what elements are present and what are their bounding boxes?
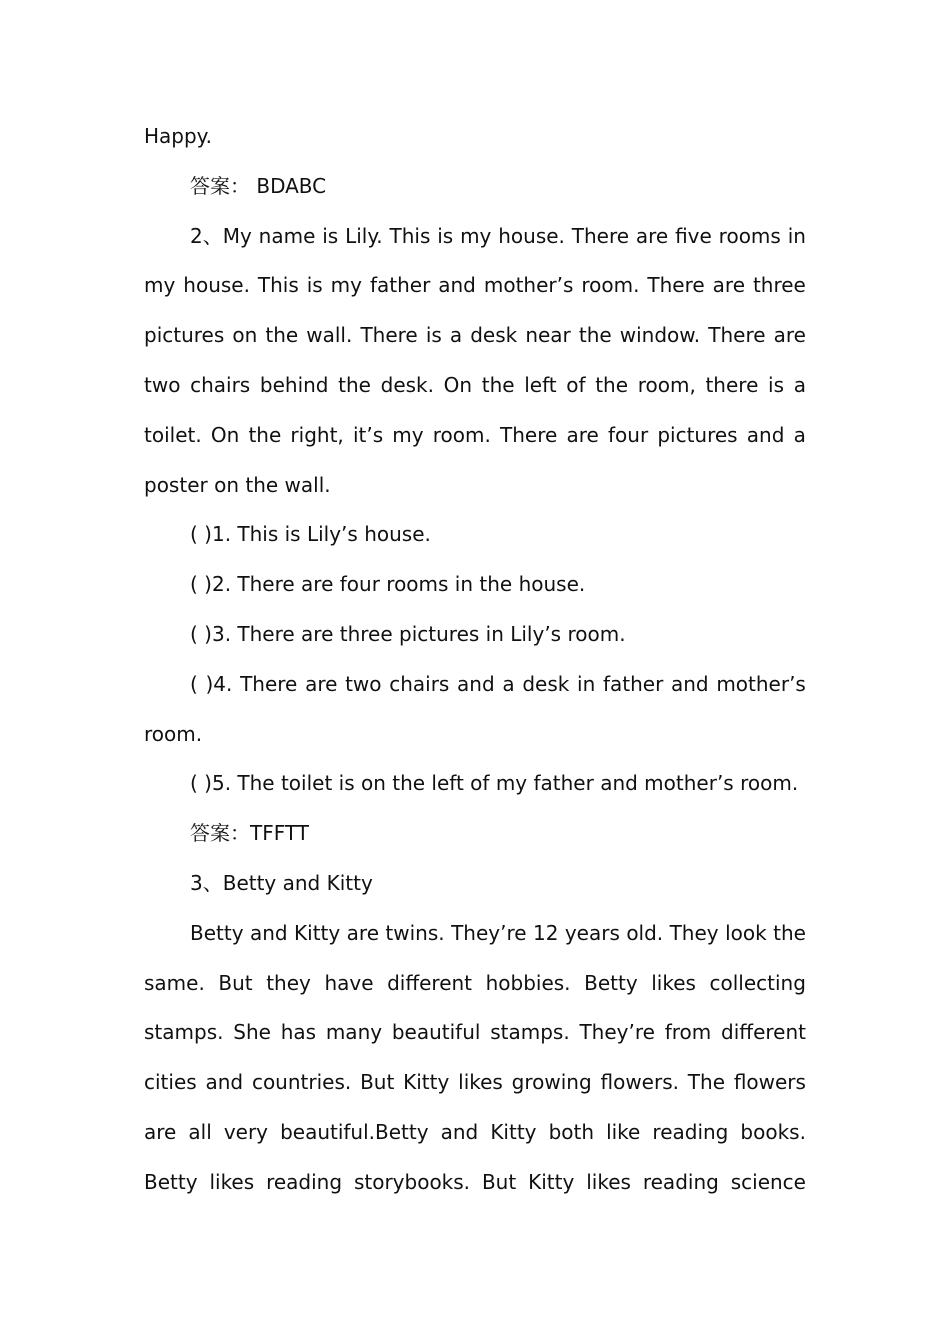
word: father bbox=[369, 273, 431, 298]
word: and bbox=[746, 422, 785, 447]
word: Kitty bbox=[528, 1169, 575, 1194]
word: and bbox=[440, 1119, 479, 1144]
passage-line bbox=[144, 311, 806, 361]
word: toilet. bbox=[144, 422, 202, 447]
word: Lily. bbox=[345, 223, 383, 248]
word: house. bbox=[498, 223, 565, 248]
word: beautiful bbox=[391, 1020, 481, 1045]
word: is bbox=[306, 273, 323, 298]
word: stamps. bbox=[144, 1020, 224, 1045]
word: They bbox=[669, 920, 719, 945]
passage-line bbox=[144, 1108, 806, 1158]
word: cities bbox=[144, 1070, 197, 1095]
word: of bbox=[566, 372, 586, 397]
word: The bbox=[687, 1070, 725, 1095]
word: four bbox=[607, 422, 649, 447]
word: house. bbox=[183, 273, 250, 298]
word: 2、My bbox=[190, 223, 252, 248]
word: are bbox=[346, 920, 379, 945]
word: stamps. bbox=[490, 1020, 570, 1045]
word: Kitty bbox=[403, 1070, 450, 1095]
word: beautiful.Betty bbox=[280, 1119, 429, 1144]
word: a bbox=[793, 422, 806, 447]
word: different bbox=[387, 970, 473, 995]
word: They’re bbox=[451, 920, 527, 945]
word: it’s bbox=[352, 422, 384, 447]
word: very bbox=[223, 1119, 269, 1144]
word: behind bbox=[259, 372, 329, 397]
word: both bbox=[548, 1119, 595, 1144]
word: my bbox=[330, 273, 362, 298]
word: desk bbox=[470, 323, 518, 348]
passage-line bbox=[144, 1058, 806, 1108]
word: same. bbox=[144, 970, 205, 995]
word: old. bbox=[626, 920, 664, 945]
word: the bbox=[481, 372, 515, 397]
passage-line bbox=[144, 1008, 806, 1058]
word: This bbox=[389, 223, 431, 248]
word: from bbox=[664, 1020, 712, 1045]
word: science bbox=[730, 1169, 806, 1194]
answer-line: 答案： BDABC bbox=[190, 173, 327, 198]
document-body bbox=[144, 112, 806, 1208]
word: There bbox=[500, 422, 558, 447]
word: pictures bbox=[657, 422, 738, 447]
word: This bbox=[257, 273, 299, 298]
answer-line: 答案：TFFTT bbox=[190, 821, 309, 846]
passage-line bbox=[144, 361, 806, 411]
word: Betty bbox=[144, 1169, 198, 1194]
word: mother’s bbox=[483, 273, 574, 298]
word: On bbox=[443, 372, 473, 397]
passage-line bbox=[144, 261, 806, 311]
word: the bbox=[595, 372, 629, 397]
word: years bbox=[564, 920, 620, 945]
word: are bbox=[566, 422, 599, 447]
word: five bbox=[675, 223, 712, 248]
word: But bbox=[218, 970, 253, 995]
word: all bbox=[188, 1119, 212, 1144]
word: are bbox=[144, 1119, 177, 1144]
text-line: Happy. bbox=[144, 124, 213, 148]
word: Kitty bbox=[490, 1119, 537, 1144]
word: 12 bbox=[532, 920, 559, 945]
word: has bbox=[280, 1020, 317, 1045]
word: ( bbox=[190, 671, 198, 696]
word: wall. bbox=[306, 323, 353, 348]
word: likes bbox=[209, 1169, 255, 1194]
word: chairs bbox=[389, 671, 450, 696]
word: and bbox=[249, 920, 288, 945]
word: father bbox=[602, 671, 664, 696]
word: are bbox=[712, 273, 745, 298]
word: my bbox=[392, 422, 424, 447]
word: She bbox=[233, 1020, 271, 1045]
word: But bbox=[481, 1169, 517, 1194]
word: There bbox=[240, 671, 298, 696]
word: many bbox=[325, 1020, 383, 1045]
word: )4. bbox=[205, 671, 233, 696]
word: there bbox=[705, 372, 759, 397]
word: collecting bbox=[709, 970, 806, 995]
word: Betty bbox=[190, 920, 244, 945]
passage-line bbox=[144, 959, 806, 1009]
question-line bbox=[144, 660, 806, 710]
word: and bbox=[205, 1070, 244, 1095]
word: is bbox=[768, 372, 785, 397]
word: the bbox=[265, 323, 299, 348]
word: the bbox=[338, 372, 371, 397]
word: in bbox=[577, 671, 596, 696]
word: they bbox=[266, 970, 311, 995]
word: my bbox=[460, 223, 492, 248]
word: But bbox=[360, 1070, 395, 1095]
word: the bbox=[248, 422, 282, 447]
passage-line bbox=[144, 212, 806, 262]
word: three bbox=[752, 273, 806, 298]
question-line: room. bbox=[144, 721, 203, 746]
word: flowers bbox=[733, 1070, 806, 1095]
word: on bbox=[232, 323, 258, 348]
word: like bbox=[606, 1119, 641, 1144]
word: twins. bbox=[385, 920, 445, 945]
passage-line bbox=[144, 1158, 806, 1208]
word: the bbox=[578, 323, 612, 348]
word: left bbox=[524, 372, 557, 397]
word: look bbox=[725, 920, 767, 945]
word: a bbox=[793, 372, 806, 397]
word: There bbox=[647, 273, 705, 298]
word: countries. bbox=[251, 1070, 352, 1095]
word: reading bbox=[266, 1169, 343, 1194]
section-title: 3、Betty and Kitty bbox=[190, 870, 373, 895]
word: near bbox=[525, 323, 571, 348]
word: room. bbox=[581, 273, 640, 298]
question-line: ( )1. This is Lily’s house. bbox=[190, 522, 431, 547]
word: name bbox=[258, 223, 316, 248]
word: are bbox=[635, 223, 669, 248]
word: desk. bbox=[380, 372, 434, 397]
word: are bbox=[773, 323, 806, 348]
word: mother’s bbox=[716, 671, 806, 696]
word: storybooks. bbox=[353, 1169, 471, 1194]
word: have bbox=[324, 970, 374, 995]
word: chairs bbox=[190, 372, 251, 397]
passage-line: poster on the wall. bbox=[144, 472, 331, 497]
word: a bbox=[449, 323, 463, 348]
word: They’re bbox=[579, 1020, 655, 1045]
word: are bbox=[305, 671, 338, 696]
passage-line bbox=[144, 909, 806, 959]
word: Kitty bbox=[294, 920, 341, 945]
word: likes bbox=[586, 1169, 631, 1194]
word: is bbox=[322, 223, 339, 248]
word: likes bbox=[458, 1070, 503, 1095]
word: room, bbox=[637, 372, 696, 397]
word: my bbox=[144, 273, 176, 298]
word: growing bbox=[511, 1070, 592, 1095]
word: different bbox=[721, 1020, 806, 1045]
word: rooms bbox=[718, 223, 781, 248]
word: two bbox=[144, 372, 181, 397]
word: pictures bbox=[144, 323, 225, 348]
word: is bbox=[437, 223, 454, 248]
word: flowers. bbox=[600, 1070, 679, 1095]
word: right, bbox=[290, 422, 344, 447]
question-line: ( )2. There are four rooms in the house. bbox=[190, 572, 586, 597]
word: There bbox=[571, 223, 630, 248]
question-line: ( )3. There are three pictures in Lily’s room. bbox=[190, 621, 626, 646]
word: hobbies. bbox=[485, 970, 571, 995]
word: There bbox=[708, 323, 766, 348]
word: room. bbox=[432, 422, 491, 447]
word: There bbox=[360, 323, 418, 348]
word: reading bbox=[642, 1169, 719, 1194]
word: two bbox=[345, 671, 382, 696]
word: window. bbox=[619, 323, 701, 348]
passage-line bbox=[144, 411, 806, 461]
word: books. bbox=[740, 1119, 806, 1144]
word: reading bbox=[652, 1119, 729, 1144]
question-line: ( )5. The toilet is on the left of my father and mother’s room. bbox=[190, 771, 799, 796]
word: and bbox=[457, 671, 495, 696]
word: desk bbox=[522, 671, 570, 696]
word: the bbox=[773, 920, 806, 945]
word: a bbox=[502, 671, 515, 696]
word: On bbox=[210, 422, 240, 447]
word: is bbox=[425, 323, 442, 348]
word: in bbox=[787, 223, 806, 248]
word: and bbox=[670, 671, 709, 696]
word: and bbox=[438, 273, 476, 298]
word: Betty bbox=[584, 970, 638, 995]
word: likes bbox=[651, 970, 696, 995]
